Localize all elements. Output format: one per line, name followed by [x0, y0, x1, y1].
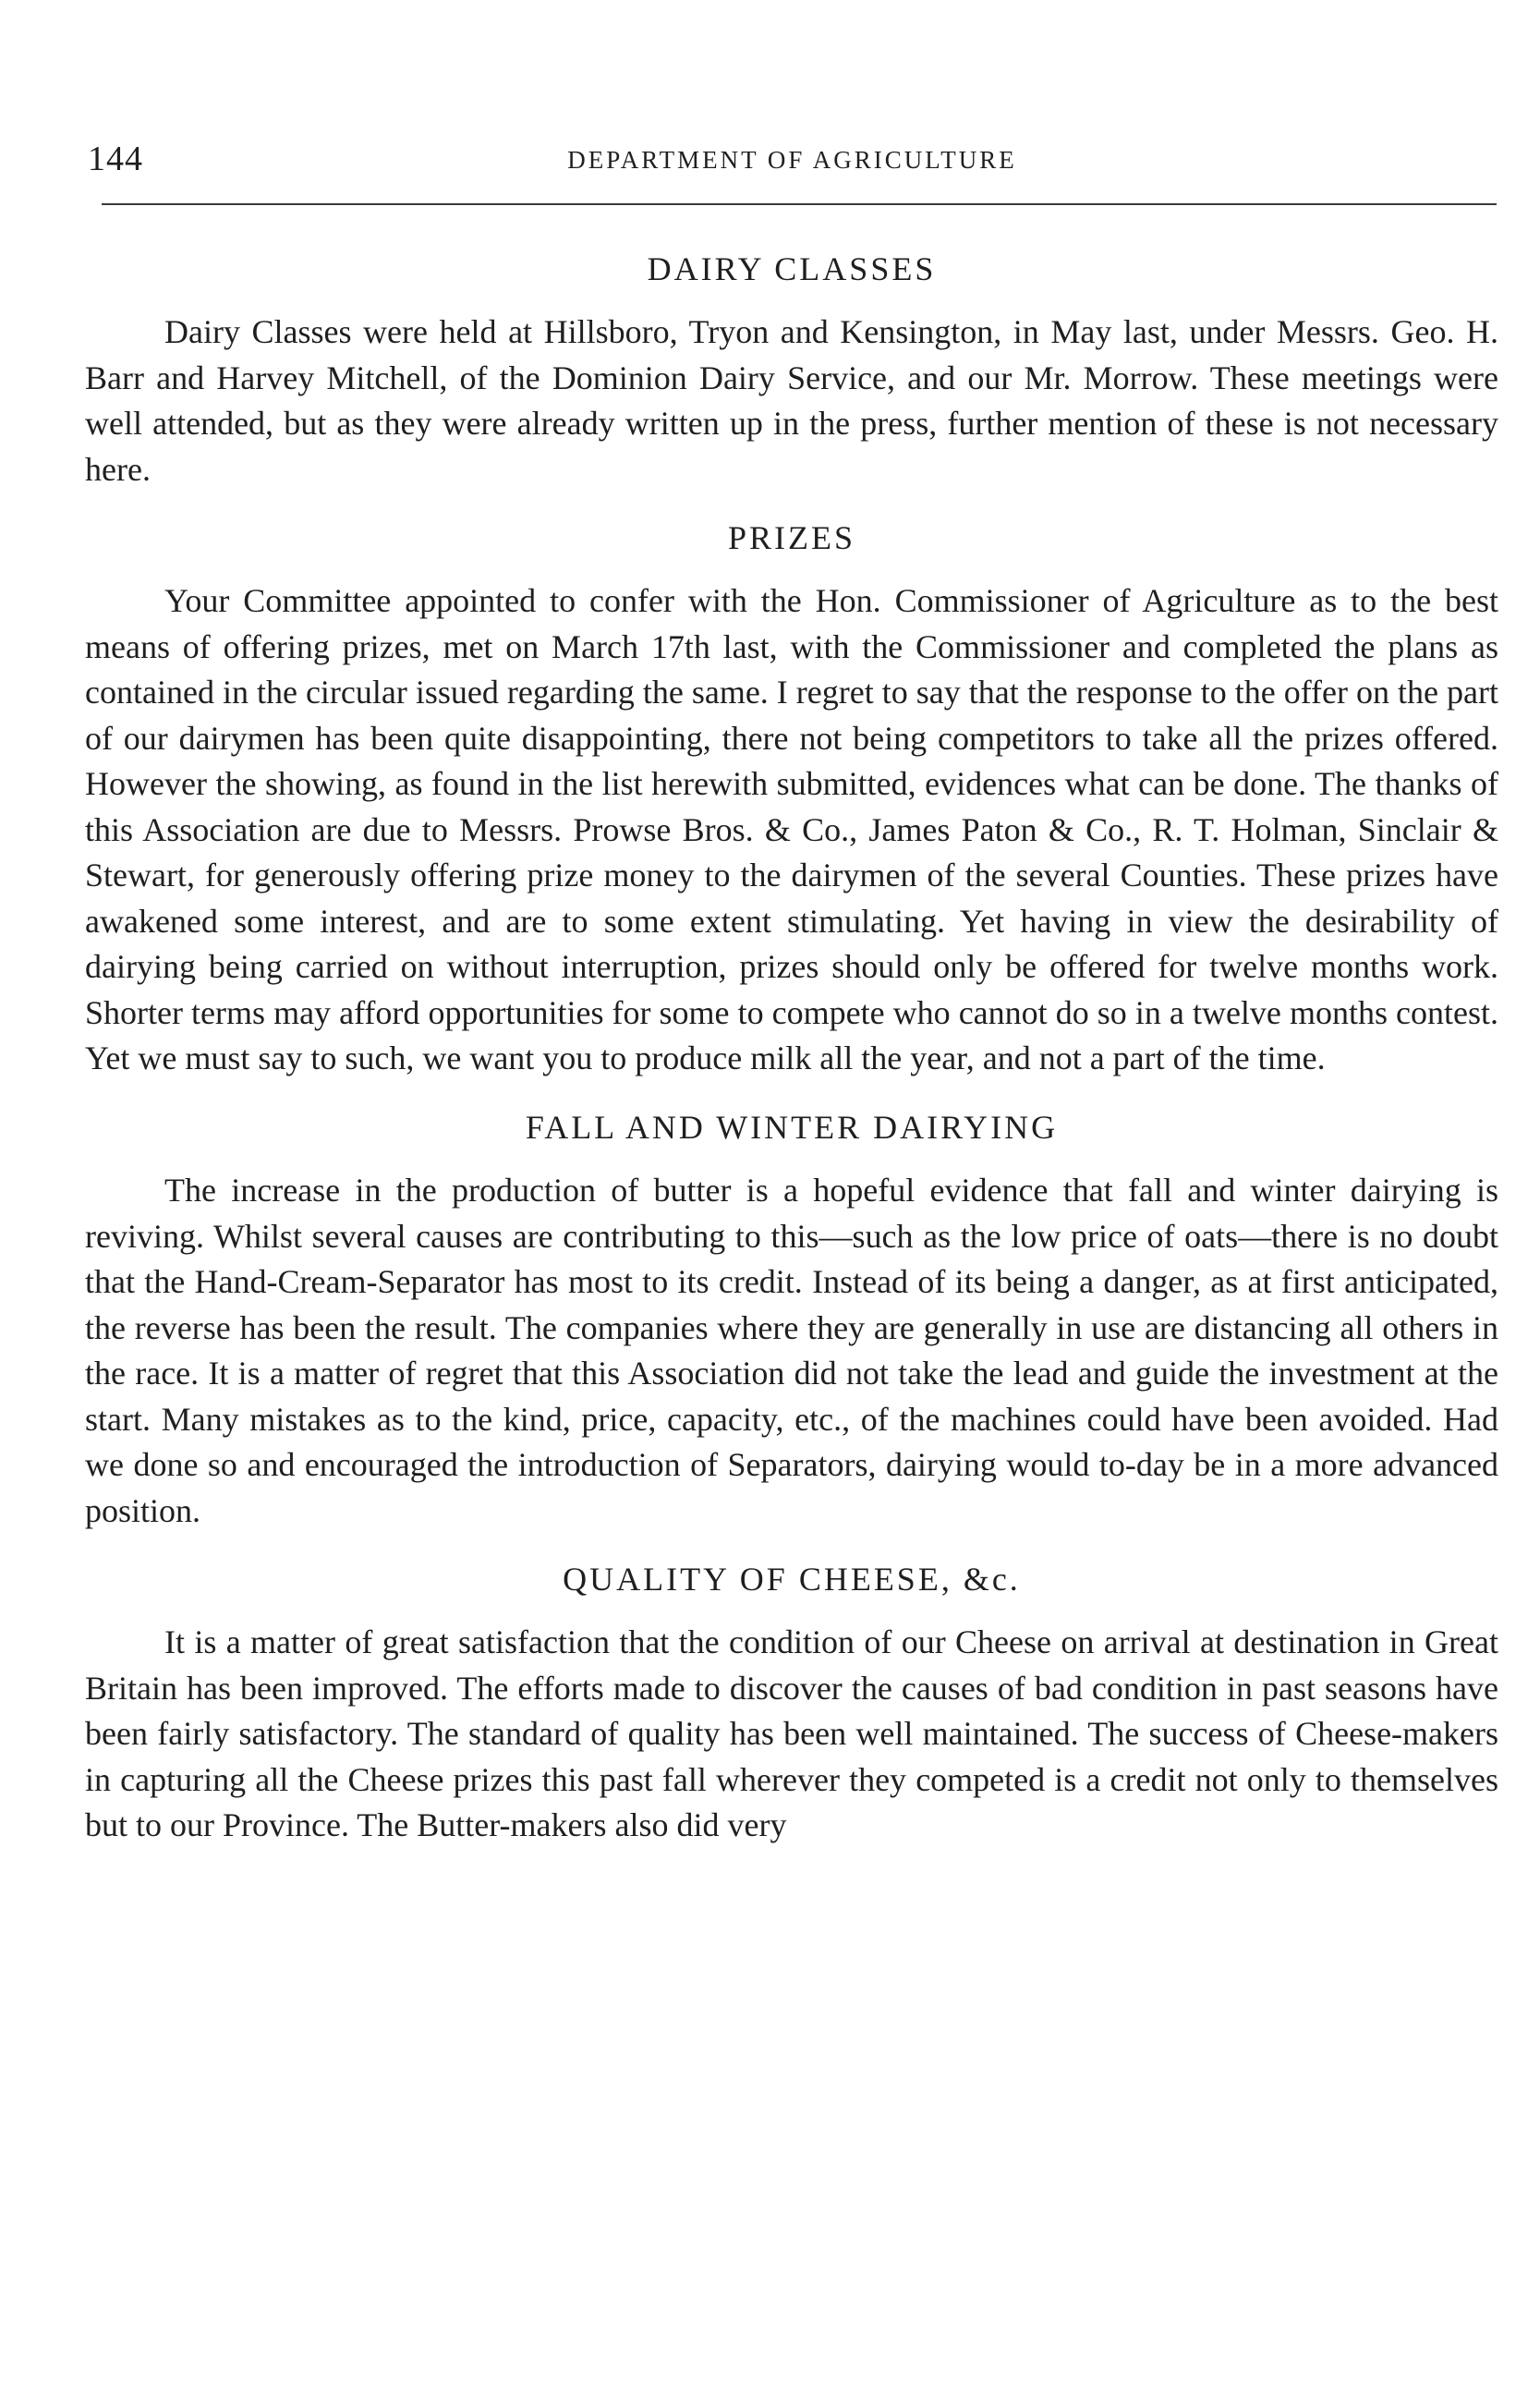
paragraph: Your Committee appointed to confer with the Hon. Commissioner of Agriculture as to the best means of offering prizes, met on March 17th last, with the Commissioner and completed the plans as contained in the circular issued regarding the same. I regret to say that the response to the offer on the part of our dairymen has been quite disappointing, there not being competitors to take all the prizes offered. However the showing, as found in the list herewith submitted, evidences what can be done. The thanks of this Association are due to Messrs. Prowse Bros. & Co., James Paton & Co., R. T. Holman, Sinclair & Stewart, for generously offering prize money to the dairymen of the several Counties. These prizes have awakened some interest, and are to some extent stimulating. Yet having in view the desirability of dairying being carried on without interruption, prizes should only be offered for twelve months work. Shorter terms may afford opportunities for some to compete who cannot do so in a twelve months contest. Yet we must say to such, we want you to produce milk all the year, and not a part of the time. [85, 582, 1498, 1077]
header-rule [102, 203, 1497, 205]
page-number: 144 [88, 140, 143, 178]
section-dairy-classes [85, 249, 1498, 492]
running-head-title: DEPARTMENT OF AGRICULTURE [567, 146, 1017, 174]
paragraph: Dairy Classes were held at Hillsboro, Tryon and Kensington, in May last, under Messrs. Geo. H. Barr and Harvey Mitchell, of the Dominion Dairy Service, and our Mr. Morrow. These meetings were well attended, but as they were already written up in the press, further mention of these is not necessary here. [85, 313, 1498, 488]
paragraph: The increase in the production of butter is a hopeful evidence that fall and winter dairying is reviving. Whilst several causes are contributing to this—such as the low price of oats—there is no doubt that the Hand-Cream-Separator has most to its credit. Instead of its being a danger, as at first anticipated, the reverse has been the result. The companies where they are generally in use are distancing all others in the race. It is a matter of regret that this Association did not take the lead and guide the investment at the start. Many mistakes as to the kind, price, capacity, etc., of the machines could have been avoided. Had we done so and encouraged the introduction of Separators, dairying would to-day be in a more advanced position. [85, 1172, 1498, 1529]
section-fall-and-winter-dairying [85, 1108, 1498, 1534]
section-heading: PRIZES [727, 519, 856, 557]
section-heading: FALL AND WINTER DAIRYING [525, 1108, 1059, 1146]
running-head [88, 139, 1497, 194]
paragraph: It is a matter of great satisfaction that the condition of our Cheese on arrival at destination in Great Britain has been improved. The efforts made to discover the causes of bad condition in past seasons have been fairly satisfactory. The standard of quality has been well maintained. The success of Cheese-makers in capturing all the Cheese prizes this past fall wherever they competed is a credit not only to themselves but to our Province. The Butter-makers also did very [85, 1623, 1498, 1844]
page-body [85, 249, 1498, 1875]
section-quality-of-cheese [85, 1560, 1498, 1849]
section-heading: QUALITY OF CHEESE, &c. [563, 1561, 1021, 1599]
section-prizes [85, 518, 1498, 1082]
section-heading: DAIRY CLASSES [647, 250, 937, 287]
